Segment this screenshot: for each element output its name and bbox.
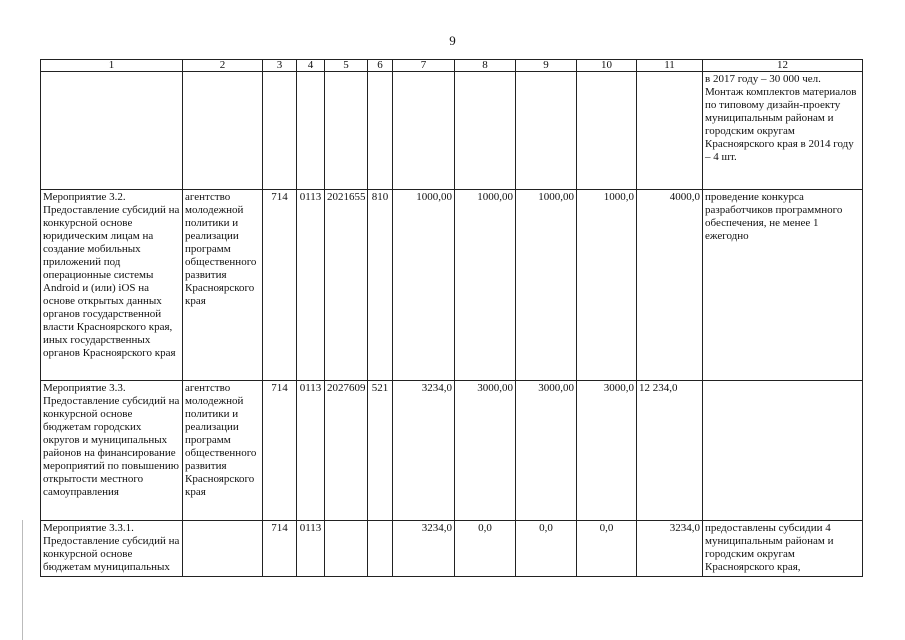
table-row	[41, 381, 863, 521]
cell-year-3: 1000,00	[516, 190, 577, 381]
column-header-8: 8	[455, 60, 516, 72]
cell-executor	[183, 521, 263, 577]
table-row	[41, 72, 863, 190]
cell-year-2: 0,0	[455, 521, 516, 577]
column-header-2: 2	[183, 60, 263, 72]
column-header-3: 3	[263, 60, 297, 72]
cell-expected-result: в 2017 году – 30 000 чел. Монтаж комплектов материалов по типовому дизайн-проекту муниципальным районам и городским округам Красноярского края в 2014 году – 4 шт.	[703, 72, 863, 190]
cell-grbs: 714	[263, 521, 297, 577]
cell-csr: 2027609	[325, 381, 368, 521]
cell-executor: агентство молодежной политики и реализации программ общественного развития Красноярского края	[183, 190, 263, 381]
cell-total: 4000,0	[637, 190, 703, 381]
column-header-10: 10	[577, 60, 637, 72]
column-header-7: 7	[393, 60, 455, 72]
cell-executor	[183, 72, 263, 190]
cell-activity	[41, 72, 183, 190]
column-header-4: 4	[297, 60, 325, 72]
column-header-5: 5	[325, 60, 368, 72]
cell-grbs: 714	[263, 381, 297, 521]
cell-grbs: 714	[263, 190, 297, 381]
cell-executor: агентство молодежной политики и реализации программ общественного развития Красноярского края	[183, 381, 263, 521]
cell-year-2: 1000,00	[455, 190, 516, 381]
cell-year-4: 0,0	[577, 521, 637, 577]
cell-year-1	[393, 72, 455, 190]
cell-vr	[368, 72, 393, 190]
cell-expected-result: проведение конкурса разработчиков программного обеспечения, не менее 1 ежегодно	[703, 190, 863, 381]
cell-year-4: 3000,0	[577, 381, 637, 521]
cell-year-4: 1000,0	[577, 190, 637, 381]
cell-csr: 2021655	[325, 190, 368, 381]
page-number: 9	[449, 33, 456, 48]
cell-year-1: 3234,0	[393, 521, 455, 577]
cell-year-3: 0,0	[516, 521, 577, 577]
cell-rzpr: 0113	[297, 381, 325, 521]
column-header-12: 12	[703, 60, 863, 72]
column-header-11: 11	[637, 60, 703, 72]
cell-total: 3234,0	[637, 521, 703, 577]
cell-activity: Мероприятие 3.3. Предоставление субсидий на конкурсной основе бюджетам городских округов и муниципальных районов на финансирование мероприятий по повышению открытости местного самоуправления	[41, 381, 183, 521]
cell-total	[637, 72, 703, 190]
cell-year-1: 1000,00	[393, 190, 455, 381]
budget-table	[40, 59, 863, 577]
cell-vr	[368, 521, 393, 577]
cell-year-3	[516, 72, 577, 190]
cell-year-4	[577, 72, 637, 190]
cell-vr: 810	[368, 190, 393, 381]
cell-expected-result: предоставлены субсидии 4 муниципальным районам и городским округам Красноярского края,	[703, 521, 863, 577]
cell-expected-result	[703, 381, 863, 521]
cell-csr	[325, 72, 368, 190]
cell-activity: Мероприятие 3.3.1. Предоставление субсидий на конкурсной основе бюджетам муниципальных	[41, 521, 183, 577]
cell-vr: 521	[368, 381, 393, 521]
column-header-9: 9	[516, 60, 577, 72]
cell-rzpr: 0113	[297, 190, 325, 381]
cell-rzpr: 0113	[297, 521, 325, 577]
cell-activity: Мероприятие 3.2. Предоставление субсидий на конкурсной основе юридическим лицам на создание мобильных приложений под операционные системы Android и (или) iOS на основе открытых данных органов государственной власти Красноярского края, иных государственных органов Красноярского края	[41, 190, 183, 381]
cell-year-1: 3234,0	[393, 381, 455, 521]
cell-csr	[325, 521, 368, 577]
scan-edge-line	[22, 520, 23, 640]
cell-rzpr	[297, 72, 325, 190]
cell-grbs	[263, 72, 297, 190]
cell-year-2	[455, 72, 516, 190]
cell-year-3: 3000,00	[516, 381, 577, 521]
column-header-1: 1	[41, 60, 183, 72]
column-header-6: 6	[368, 60, 393, 72]
header-row	[41, 60, 863, 72]
table-row	[41, 190, 863, 381]
cell-total: 12 234,0	[637, 381, 703, 521]
cell-year-2: 3000,00	[455, 381, 516, 521]
table-row	[41, 521, 863, 577]
